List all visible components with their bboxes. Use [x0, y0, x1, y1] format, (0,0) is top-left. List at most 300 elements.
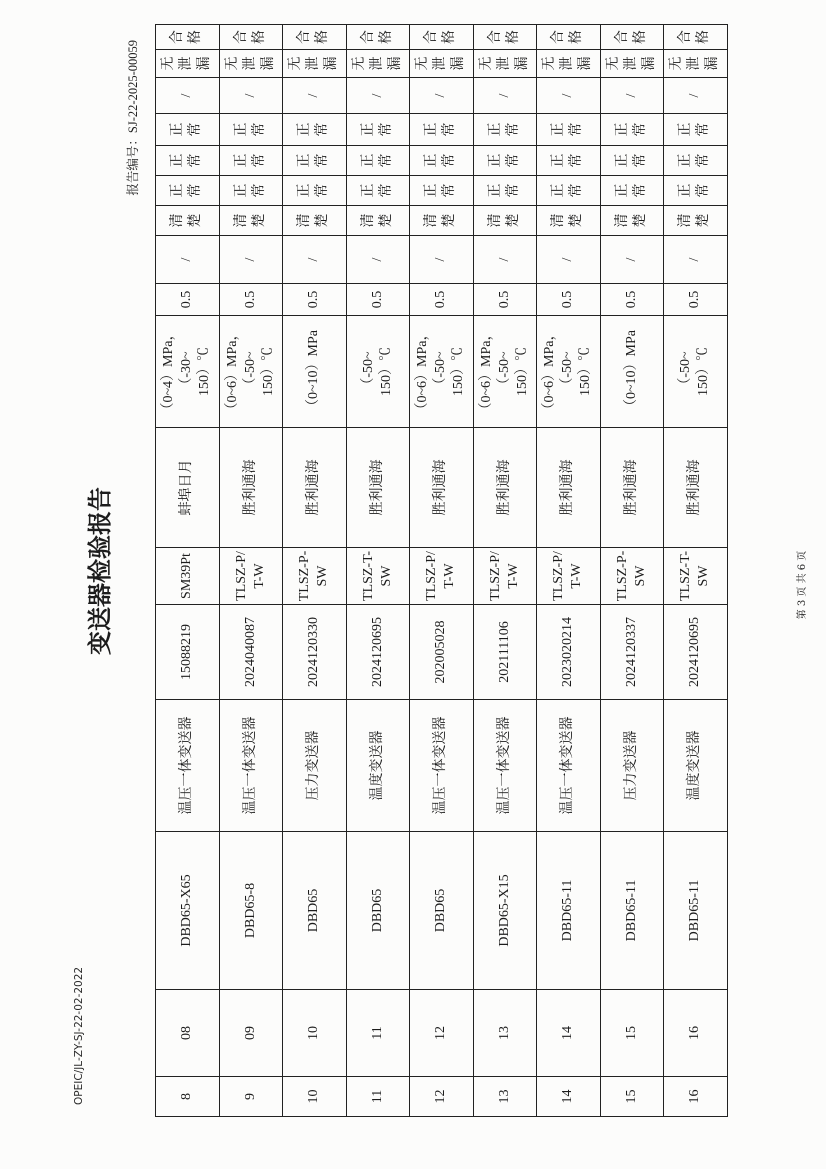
cell-accuracy-class	[664, 284, 728, 316]
cell-factory-number	[156, 605, 220, 700]
slash-2-text: /	[560, 93, 576, 98]
cell-accuracy-class	[473, 284, 537, 316]
accuracy-class-text: 0.5	[242, 290, 258, 309]
marking-check-text: 清楚	[233, 213, 267, 228]
serial-no-text: 15	[623, 1089, 639, 1104]
manufacturer-text: 蚌埠日月	[179, 459, 195, 516]
cell-check-3	[283, 114, 347, 146]
check-2-text: 正常	[487, 153, 521, 168]
report-number-label: 报告编号：	[126, 133, 140, 196]
check-1-text: 正常	[424, 183, 458, 198]
cell-code	[473, 990, 537, 1077]
factory-number-text: 2023020214	[560, 617, 576, 687]
cell-check-2	[473, 146, 537, 176]
model-text: TLSZ-P/ T-W	[424, 551, 458, 601]
cell-conclusion	[346, 25, 410, 50]
table-row	[410, 25, 474, 1117]
manufacturer-text: 胜利通海	[369, 459, 385, 516]
measuring-range-text: （0~6）MPa， （-50~ 150）℃	[542, 326, 594, 417]
conclusion-text: 合格	[297, 30, 331, 45]
cell-slash-1	[473, 236, 537, 284]
tag-number-text: DBD65-11	[560, 879, 576, 942]
slash-1-text: /	[496, 257, 512, 262]
cell-accuracy-class	[346, 284, 410, 316]
cell-slash-1	[346, 236, 410, 284]
cell-leak-test	[410, 50, 474, 78]
cell-conclusion	[600, 25, 664, 50]
model-text: TLSZ-T- SW	[360, 550, 394, 602]
cell-tag-number	[156, 832, 220, 990]
cell-serial-no	[410, 1077, 474, 1117]
conclusion-text: 合格	[233, 30, 267, 45]
cell-factory-number	[346, 605, 410, 700]
cell-leak-test	[664, 50, 728, 78]
cell-code	[156, 990, 220, 1077]
conclusion-text: 合格	[360, 30, 394, 45]
model-text: TLSZ-P/ T-W	[551, 551, 585, 601]
cell-check-1	[219, 176, 283, 206]
check-2-text: 正常	[551, 153, 585, 168]
cell-slash-2	[219, 78, 283, 114]
cell-manufacturer	[346, 428, 410, 548]
manufacturer-text: 胜利通海	[687, 459, 703, 516]
factory-number-text: 2024120695	[687, 617, 703, 687]
manufacturer-text: 胜利通海	[560, 459, 576, 516]
cell-marking-check	[600, 206, 664, 236]
cell-slash-2	[346, 78, 410, 114]
cell-check-3	[600, 114, 664, 146]
manufacturer-text: 胜利通海	[496, 459, 512, 516]
cell-model	[537, 548, 601, 605]
cell-instrument-name	[219, 700, 283, 832]
cell-serial-no	[156, 1077, 220, 1117]
cell-check-1	[156, 176, 220, 206]
cell-serial-no	[537, 1077, 601, 1117]
cell-leak-test	[219, 50, 283, 78]
cell-factory-number	[283, 605, 347, 700]
leak-test-text: 无泄漏	[288, 56, 340, 71]
cell-manufacturer	[473, 428, 537, 548]
check-2-text: 正常	[678, 153, 712, 168]
conclusion-text: 合格	[424, 30, 458, 45]
cell-accuracy-class	[156, 284, 220, 316]
cell-instrument-name	[346, 700, 410, 832]
marking-check-text: 清楚	[424, 213, 458, 228]
cell-check-1	[664, 176, 728, 206]
cell-slash-1	[283, 236, 347, 284]
cell-leak-test	[537, 50, 601, 78]
check-3-text: 正常	[614, 122, 648, 137]
accuracy-class-text: 0.5	[687, 290, 703, 309]
cell-model	[600, 548, 664, 605]
cell-measuring-range	[473, 316, 537, 428]
cell-conclusion	[219, 25, 283, 50]
measuring-range-text: （0~6）MPa， （-50~ 150）℃	[224, 326, 276, 417]
factory-number-text: 202111106	[496, 621, 512, 683]
cell-check-2	[537, 146, 601, 176]
factory-number-text: 202005028	[433, 620, 449, 684]
slash-1-text: /	[306, 257, 322, 262]
cell-conclusion	[410, 25, 474, 50]
cell-instrument-name	[600, 700, 664, 832]
cell-check-2	[600, 146, 664, 176]
check-3-text: 正常	[678, 122, 712, 137]
measuring-range-text: （0~10）MPa	[306, 329, 322, 414]
check-3-text: 正常	[297, 122, 331, 137]
measuring-range-text: （0~6）MPa， （-50~ 150）℃	[478, 326, 530, 417]
report-number	[126, 40, 140, 196]
check-2-text: 正常	[614, 153, 648, 168]
cell-accuracy-class	[283, 284, 347, 316]
instrument-name-text: 压力变送器	[306, 730, 322, 801]
cell-tag-number	[346, 832, 410, 990]
cell-serial-no	[473, 1077, 537, 1117]
manufacturer-text: 胜利通海	[242, 459, 258, 516]
tag-number-text: DBD65-11	[687, 879, 703, 942]
cell-model	[473, 548, 537, 605]
cell-check-2	[156, 146, 220, 176]
leak-test-text: 无泄漏	[161, 56, 213, 71]
cell-marking-check	[283, 206, 347, 236]
cell-check-3	[410, 114, 474, 146]
slash-1-text: /	[242, 257, 258, 262]
measuring-range-text: （-50~ 150）℃	[360, 347, 394, 396]
cell-slash-1	[537, 236, 601, 284]
slash-2-text: /	[369, 93, 385, 98]
cell-model	[156, 548, 220, 605]
serial-no-text: 9	[242, 1093, 258, 1100]
cell-slash-2	[156, 78, 220, 114]
tag-number-text: DBD65	[433, 888, 449, 933]
leak-test-text: 无泄漏	[415, 56, 467, 71]
cell-serial-no	[283, 1077, 347, 1117]
cell-model	[346, 548, 410, 605]
cell-conclusion	[537, 25, 601, 50]
slash-2-text: /	[179, 93, 195, 98]
leak-test-text: 无泄漏	[478, 56, 530, 71]
cell-code	[410, 990, 474, 1077]
cell-manufacturer	[600, 428, 664, 548]
cell-manufacturer	[219, 428, 283, 548]
instrument-name-text: 压力变送器	[623, 730, 639, 801]
inspection-table	[155, 24, 728, 1117]
check-1-text: 正常	[678, 183, 712, 198]
instrument-name-text: 温压一体变送器	[496, 716, 512, 815]
report-title: 变送器检验报告	[85, 487, 114, 655]
slash-1-text: /	[560, 257, 576, 262]
cell-slash-2	[473, 78, 537, 114]
cell-serial-no	[219, 1077, 283, 1117]
cell-tag-number	[664, 832, 728, 990]
factory-number-text: 15088219	[179, 624, 195, 680]
cell-marking-check	[410, 206, 474, 236]
cell-measuring-range	[219, 316, 283, 428]
cell-model	[664, 548, 728, 605]
cell-manufacturer	[664, 428, 728, 548]
check-3-text: 正常	[551, 122, 585, 137]
table-row	[473, 25, 537, 1117]
leak-test-text: 无泄漏	[605, 56, 657, 71]
cell-measuring-range	[410, 316, 474, 428]
check-2-text: 正常	[424, 153, 458, 168]
cell-measuring-range	[537, 316, 601, 428]
slash-2-text: /	[496, 93, 512, 98]
cell-slash-1	[410, 236, 474, 284]
cell-factory-number	[664, 605, 728, 700]
cell-accuracy-class	[410, 284, 474, 316]
cell-tag-number	[473, 832, 537, 990]
serial-no-text: 10	[306, 1089, 322, 1104]
cell-tag-number	[219, 832, 283, 990]
slash-2-text: /	[687, 93, 703, 98]
check-3-text: 正常	[487, 122, 521, 137]
cell-instrument-name	[283, 700, 347, 832]
model-text: TLSZ-P/ T-W	[487, 551, 521, 601]
serial-no-text: 16	[687, 1089, 703, 1104]
cell-instrument-name	[156, 700, 220, 832]
report-number-value: SJ-22-2025-00059	[126, 40, 140, 134]
cell-marking-check	[473, 206, 537, 236]
marking-check-text: 清楚	[614, 213, 648, 228]
cell-code	[283, 990, 347, 1077]
conclusion-text: 合格	[614, 30, 648, 45]
code-text: 08	[179, 1026, 195, 1040]
document-code: OPEIC/JL-ZY-SJ-22-02-2022	[73, 966, 85, 1105]
cell-slash-1	[664, 236, 728, 284]
serial-no-text: 8	[179, 1093, 195, 1100]
slash-1-text: /	[623, 257, 639, 262]
factory-number-text: 2024040087	[242, 617, 258, 687]
slash-1-text: /	[369, 257, 385, 262]
cell-code	[219, 990, 283, 1077]
cell-measuring-range	[600, 316, 664, 428]
manufacturer-text: 胜利通海	[433, 459, 449, 516]
tag-number-text: DBD65-8	[242, 882, 258, 939]
cell-check-3	[473, 114, 537, 146]
code-text: 16	[687, 1026, 703, 1040]
cell-leak-test	[283, 50, 347, 78]
factory-number-text: 2024120695	[369, 617, 385, 687]
accuracy-class-text: 0.5	[433, 290, 449, 309]
cell-conclusion	[156, 25, 220, 50]
conclusion-text: 合格	[551, 30, 585, 45]
accuracy-class-text: 0.5	[369, 290, 385, 309]
accuracy-class-text: 0.5	[306, 290, 322, 309]
cell-measuring-range	[283, 316, 347, 428]
table-row	[346, 25, 410, 1117]
check-1-text: 正常	[360, 183, 394, 198]
check-1-text: 正常	[170, 183, 204, 198]
cell-check-3	[219, 114, 283, 146]
table-row	[537, 25, 601, 1117]
cell-slash-2	[600, 78, 664, 114]
leak-test-text: 无泄漏	[224, 56, 276, 71]
cell-serial-no	[600, 1077, 664, 1117]
conclusion-text: 合格	[487, 30, 521, 45]
conclusion-text: 合格	[678, 30, 712, 45]
cell-check-3	[537, 114, 601, 146]
cell-model	[283, 548, 347, 605]
cell-measuring-range	[346, 316, 410, 428]
cell-leak-test	[600, 50, 664, 78]
cell-factory-number	[473, 605, 537, 700]
check-1-text: 正常	[487, 183, 521, 198]
check-1-text: 正常	[297, 183, 331, 198]
tag-number-text: DBD65-X65	[179, 874, 195, 947]
cell-tag-number	[600, 832, 664, 990]
cell-marking-check	[346, 206, 410, 236]
cell-factory-number	[410, 605, 474, 700]
cell-serial-no	[346, 1077, 410, 1117]
marking-check-text: 清楚	[678, 213, 712, 228]
cell-check-3	[664, 114, 728, 146]
cell-code	[664, 990, 728, 1077]
code-text: 15	[623, 1026, 639, 1040]
cell-factory-number	[537, 605, 601, 700]
cell-code	[600, 990, 664, 1077]
cell-factory-number	[600, 605, 664, 700]
instrument-name-text: 温压一体变送器	[242, 716, 258, 815]
code-text: 09	[242, 1026, 258, 1040]
instrument-name-text: 温压一体变送器	[433, 716, 449, 815]
serial-no-text: 11	[369, 1089, 385, 1104]
slash-2-text: /	[433, 93, 449, 98]
cell-instrument-name	[537, 700, 601, 832]
table-row	[664, 25, 728, 1117]
measuring-range-text: （0~6）MPa， （-50~ 150）℃	[415, 326, 467, 417]
check-1-text: 正常	[233, 183, 267, 198]
factory-number-text: 2024120337	[623, 617, 639, 687]
cell-slash-1	[156, 236, 220, 284]
slash-2-text: /	[306, 93, 322, 98]
cell-manufacturer	[537, 428, 601, 548]
factory-number-text: 2024120330	[306, 617, 322, 687]
table-body	[156, 25, 728, 1117]
cell-tag-number	[410, 832, 474, 990]
cell-factory-number	[219, 605, 283, 700]
slash-1-text: /	[433, 257, 449, 262]
cell-leak-test	[473, 50, 537, 78]
cell-marking-check	[664, 206, 728, 236]
model-text: TLSZ-T- SW	[678, 550, 712, 602]
cell-marking-check	[537, 206, 601, 236]
accuracy-class-text: 0.5	[560, 290, 576, 309]
code-text: 12	[433, 1026, 449, 1040]
manufacturer-text: 胜利通海	[623, 459, 639, 516]
cell-check-3	[346, 114, 410, 146]
table-row	[600, 25, 664, 1117]
page-footer: 第 3 页 共 6 页	[797, 550, 808, 620]
cell-instrument-name	[473, 700, 537, 832]
measuring-range-text: （0~10）MPa	[623, 329, 639, 414]
check-3-text: 正常	[360, 122, 394, 137]
check-2-text: 正常	[297, 153, 331, 168]
cell-code	[346, 990, 410, 1077]
leak-test-text: 无泄漏	[351, 56, 403, 71]
check-3-text: 正常	[424, 122, 458, 137]
cell-check-1	[410, 176, 474, 206]
serial-no-text: 12	[433, 1089, 449, 1104]
measuring-range-text: （-50~ 150）℃	[678, 347, 712, 396]
accuracy-class-text: 0.5	[179, 290, 195, 309]
slash-2-text: /	[242, 93, 258, 98]
cell-check-2	[410, 146, 474, 176]
cell-measuring-range	[156, 316, 220, 428]
slash-2-text: /	[623, 93, 639, 98]
cell-check-2	[346, 146, 410, 176]
cell-conclusion	[473, 25, 537, 50]
cell-slash-1	[219, 236, 283, 284]
instrument-name-text: 温度变送器	[369, 730, 385, 801]
cell-slash-1	[600, 236, 664, 284]
instrument-name-text: 温压一体变送器	[560, 716, 576, 815]
tag-number-text: DBD65-11	[623, 879, 639, 942]
cell-serial-no	[664, 1077, 728, 1117]
tag-number-text: DBD65-X15	[496, 874, 512, 947]
check-2-text: 正常	[170, 153, 204, 168]
marking-check-text: 清楚	[551, 213, 585, 228]
cell-manufacturer	[156, 428, 220, 548]
check-2-text: 正常	[360, 153, 394, 168]
slash-1-text: /	[179, 257, 195, 262]
table-row	[156, 25, 220, 1117]
conclusion-text: 合格	[170, 30, 204, 45]
cell-leak-test	[346, 50, 410, 78]
code-text: 11	[369, 1026, 385, 1040]
cell-measuring-range	[664, 316, 728, 428]
cell-slash-2	[664, 78, 728, 114]
cell-check-2	[283, 146, 347, 176]
cell-model	[410, 548, 474, 605]
cell-conclusion	[664, 25, 728, 50]
accuracy-class-text: 0.5	[496, 290, 512, 309]
check-1-text: 正常	[551, 183, 585, 198]
table-row	[283, 25, 347, 1117]
cell-check-1	[537, 176, 601, 206]
cell-instrument-name	[664, 700, 728, 832]
leak-test-text: 无泄漏	[542, 56, 594, 71]
model-text: TLSZ-P- SW	[614, 550, 648, 602]
cell-slash-2	[537, 78, 601, 114]
cell-slash-2	[410, 78, 474, 114]
marking-check-text: 清楚	[297, 213, 331, 228]
cell-check-1	[600, 176, 664, 206]
model-text: TLSZ-P- SW	[297, 550, 331, 602]
measuring-range-text: （0~4）MPa， （-30~ 150）℃	[161, 326, 213, 417]
cell-accuracy-class	[600, 284, 664, 316]
check-3-text: 正常	[233, 122, 267, 137]
cell-check-1	[283, 176, 347, 206]
model-text: SM39Pt	[179, 553, 195, 599]
cell-tag-number	[537, 832, 601, 990]
code-text: 10	[306, 1026, 322, 1040]
cell-check-1	[346, 176, 410, 206]
cell-leak-test	[156, 50, 220, 78]
check-2-text: 正常	[233, 153, 267, 168]
marking-check-text: 清楚	[487, 213, 521, 228]
cell-instrument-name	[410, 700, 474, 832]
tag-number-text: DBD65	[369, 888, 385, 933]
cell-slash-2	[283, 78, 347, 114]
cell-tag-number	[283, 832, 347, 990]
cell-manufacturer	[410, 428, 474, 548]
serial-no-text: 14	[560, 1089, 576, 1104]
slash-1-text: /	[687, 257, 703, 262]
cell-accuracy-class	[537, 284, 601, 316]
marking-check-text: 清楚	[170, 213, 204, 228]
instrument-name-text: 温度变送器	[687, 730, 703, 801]
cell-model	[219, 548, 283, 605]
